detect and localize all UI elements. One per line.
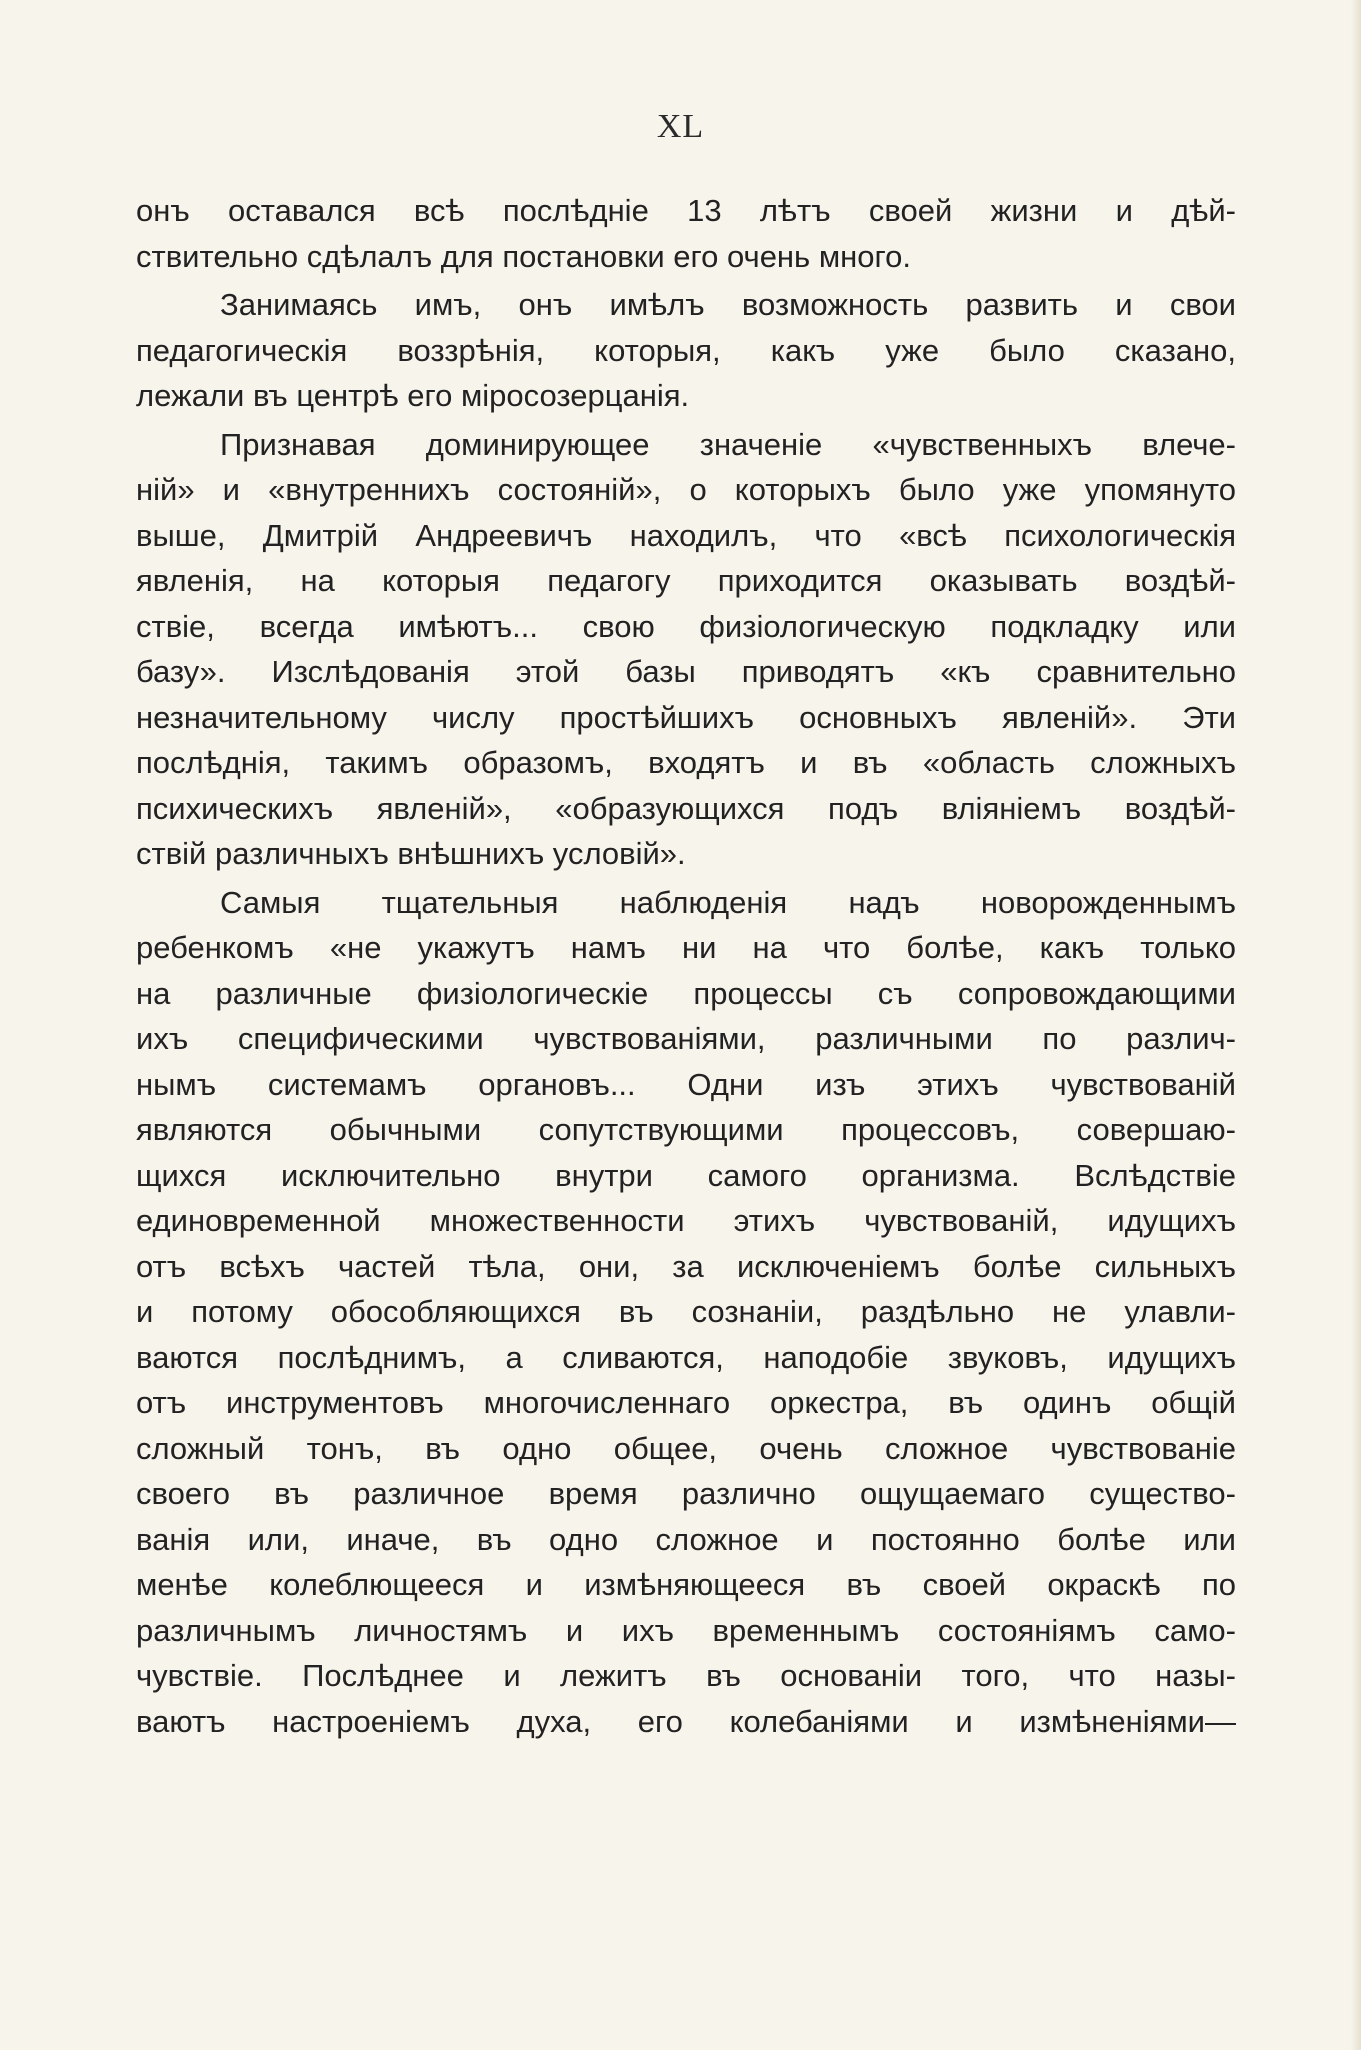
text-line: ваются послѣднимъ, а сливаются, наподобіе звуковъ, идущихъ	[136, 1339, 1236, 1375]
body-text	[136, 188, 1236, 1747]
text-line: щихся исключительно внутри самого организма. Вслѣдствіе	[136, 1157, 1236, 1193]
paragraph	[136, 880, 1236, 1745]
text-line: единовременной множественности этихъ чувствованій, идущихъ	[136, 1203, 1236, 1238]
text-line: и потому обособляющихся въ сознаніи, раздѣльно не улавли-	[136, 1294, 1236, 1329]
text-line: ихъ специфическими чувствованіями, различными по различ-	[136, 1021, 1236, 1056]
text-line: ствительно сдѣлалъ для постановки его очень много.	[136, 238, 911, 274]
text-line: онъ оставался всѣ послѣдніе 13 лѣтъ своей жизни и дѣй-	[136, 193, 1236, 228]
text-line: нымъ системамъ органовъ... Одни изъ этихъ чувствованій	[136, 1066, 1236, 1102]
text-line: лежали въ центрѣ его міросозерцанія.	[136, 378, 690, 413]
text-line: Самыя тщательныя наблюденія надъ новорожденнымъ	[220, 884, 1236, 920]
paragraph	[136, 422, 1236, 877]
page-edge-shadow	[1351, 0, 1361, 2050]
text-line: послѣднія, такимъ образомъ, входятъ и въ «область сложныхъ	[136, 745, 1236, 780]
text-line: отъ всѣхъ частей тѣла, они, за исключеніемъ болѣе сильныхъ	[136, 1248, 1236, 1284]
text-line: Занимаясь имъ, онъ имѣлъ возможность развить и свои	[220, 287, 1236, 322]
text-line: являются обычными сопутствующими процессовъ, совершаю-	[136, 1112, 1236, 1147]
text-line: ствій различныхъ внѣшнихъ условій».	[136, 836, 686, 871]
text-line: ній» и «внутреннихъ состояній», о которыхъ было уже упомянуто	[136, 472, 1236, 507]
text-line: ребенкомъ «не укажутъ намъ ни на что болѣе, какъ только	[136, 930, 1236, 965]
text-line: чувствіе. Послѣднее и лежитъ въ основаніи того, что назы-	[136, 1658, 1236, 1693]
text-line: явленія, на которыя педагогу приходится оказывать воздѣй-	[136, 563, 1236, 598]
text-line: своего въ различное время различно ощущаемаго существо-	[136, 1476, 1236, 1511]
text-line: базу». Изслѣдованія этой базы приводятъ «къ сравнительно	[136, 654, 1236, 689]
text-line: различнымъ личностямъ и ихъ временнымъ состояніямъ само-	[136, 1612, 1236, 1648]
text-line: отъ инструментовъ многочисленнаго оркестра, въ одинъ общій	[136, 1385, 1236, 1420]
paragraph	[136, 282, 1236, 419]
text-line: ствіе, всегда имѣютъ... свою физіологическую подкладку или	[136, 608, 1236, 644]
text-line: психическихъ явленій», «образующихся подъ вліяніемъ воздѣй-	[136, 790, 1236, 826]
text-line: менѣе колеблющееся и измѣняющееся въ своей окраскѣ по	[136, 1567, 1236, 1602]
page-number: XL	[656, 108, 705, 145]
text-line: ваютъ настроеніемъ духа, его колебаніями и измѣненіями—	[136, 1703, 1236, 1739]
text-line: на различные физіологическіе процессы съ сопровождающими	[136, 975, 1236, 1011]
text-line: незначительному числу простѣйшихъ основныхъ явленій». Эти	[136, 699, 1236, 735]
paragraph	[136, 188, 1236, 279]
text-line: выше, Дмитрій Андреевичъ находилъ, что «всѣ психологическія	[136, 517, 1236, 553]
text-line: Признавая доминирующее значеніе «чувственныхъ влече-	[220, 426, 1236, 462]
text-line: педагогическія воззрѣнія, которыя, какъ уже было сказано,	[136, 332, 1236, 368]
text-line: ванія или, иначе, въ одно сложное и постоянно болѣе или	[136, 1521, 1236, 1557]
text-line: сложный тонъ, въ одно общее, очень сложное чувствованіе	[136, 1430, 1236, 1466]
